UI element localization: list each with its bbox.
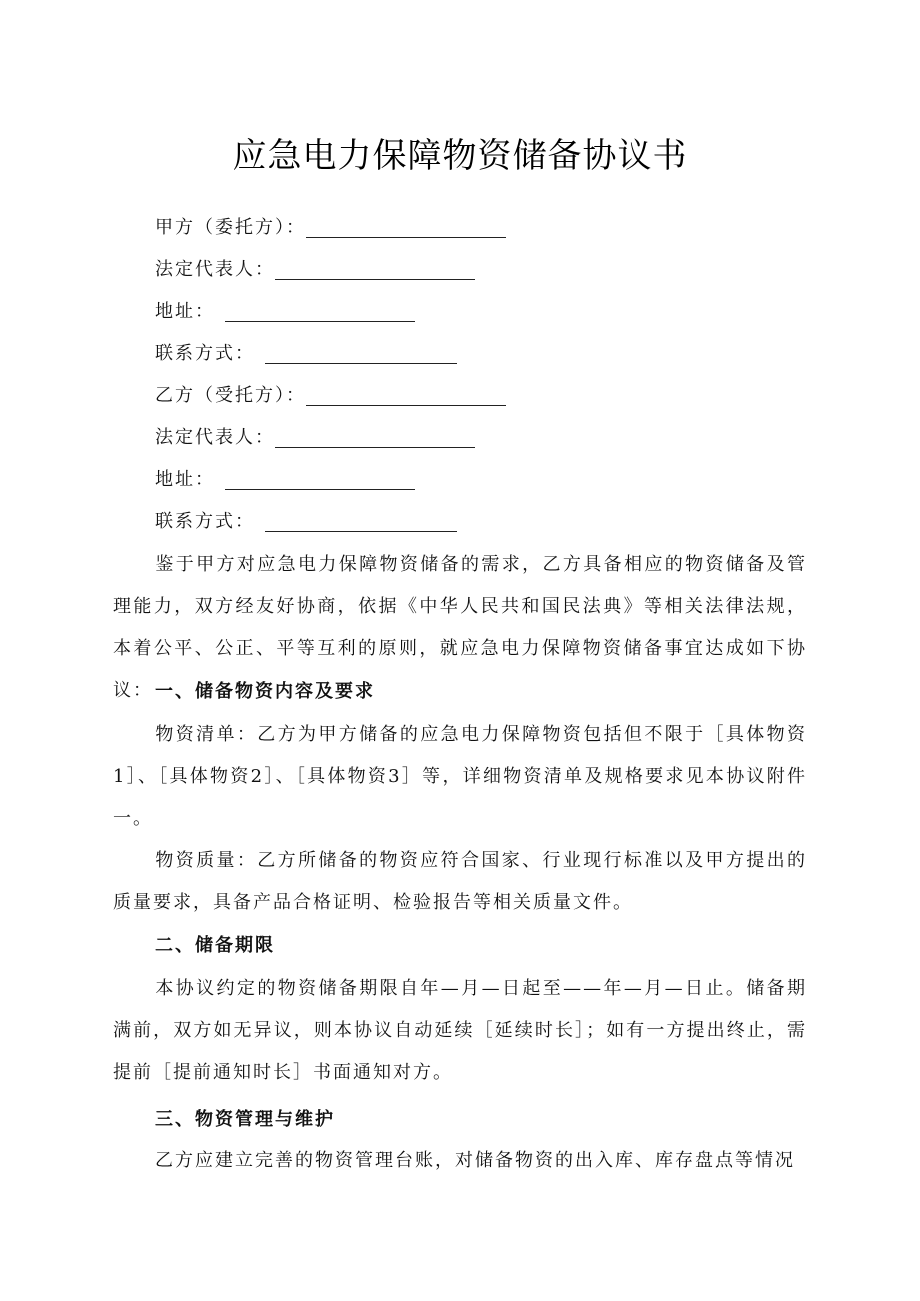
party-b-label: 乙方（受托方）：: [155, 385, 306, 406]
party-b-blank[interactable]: [306, 385, 506, 406]
party-b-address-field: [155, 466, 415, 494]
party-a-field: [155, 214, 506, 242]
section1-para2-text: 物资质量：乙方所储备的物资应符合国家、行业现行标准以及甲方提出的质量要求，具备产品合格证明、检验报告等相关质量文件。: [113, 850, 807, 913]
section1-para1-text: 物资清单：乙方为甲方储备的应急电力保障物资包括但不限于［具体物资1］、［具体物资2］、［具体物资3］等，详细物资清单及规格要求见本协议附件一。: [113, 724, 807, 829]
party-a-legal-rep-label: 法定代表人：: [155, 259, 275, 280]
party-a-label: 甲方（委托方）：: [155, 217, 306, 238]
preamble-text: 鉴于甲方对应急电力保障物资储备的需求，乙方具备相应的物资储备及管理能力，双方经友好协商，依据《中华人民共和国民法典》等相关法律法规，本着公平、公正、平等互利的原则，就应急电力保障物资储备事宜达成如下协议：: [113, 554, 807, 701]
party-b-field: [155, 382, 506, 410]
party-b-address-label: 地址：: [155, 469, 215, 490]
party-b-legal-rep-field: [155, 424, 475, 452]
party-a-contact-blank[interactable]: [265, 343, 457, 364]
party-a-legal-rep-blank[interactable]: [275, 259, 475, 280]
party-b-contact-blank[interactable]: [265, 511, 457, 532]
section2-para1-text: 本协议约定的物资储备期限自年—月—日起至——年—月—日止。储备期满前，双方如无异议，则本协议自动延续［延续时长］；如有一方提出终止，需提前［提前通知时长］书面通知对方。: [113, 978, 807, 1083]
document-title: 应急电力保障物资储备协议书: [232, 136, 688, 176]
party-a-contact-field: [155, 340, 457, 368]
party-b-contact-field: [155, 508, 457, 536]
party-a-contact-label: 联系方式：: [155, 343, 255, 364]
section2-heading: 二、储备期限: [155, 935, 275, 956]
party-a-blank[interactable]: [306, 217, 506, 238]
section1-heading: 一、储备物资内容及要求: [155, 681, 375, 702]
party-a-address-label: 地址：: [155, 301, 215, 322]
party-a-legal-rep-field: [155, 256, 475, 284]
section3-paragraph-1: [113, 1140, 807, 1182]
section1-paragraph-1: [113, 714, 807, 840]
party-b-address-blank[interactable]: [225, 469, 415, 490]
section3-para1-text: 乙方应建立完善的物资管理台账，对储备物资的出入库、库存盘点等情况: [155, 1150, 795, 1171]
party-b-legal-rep-label: 法定代表人：: [155, 427, 275, 448]
section3-heading: 三、物资管理与维护: [155, 1109, 335, 1130]
party-a-address-field: [155, 298, 415, 326]
party-b-legal-rep-blank[interactable]: [275, 427, 475, 448]
section2-paragraph-1: [113, 968, 807, 1094]
section1-paragraph-2: [113, 840, 807, 924]
party-b-contact-label: 联系方式：: [155, 511, 255, 532]
party-a-address-blank[interactable]: [225, 301, 415, 322]
